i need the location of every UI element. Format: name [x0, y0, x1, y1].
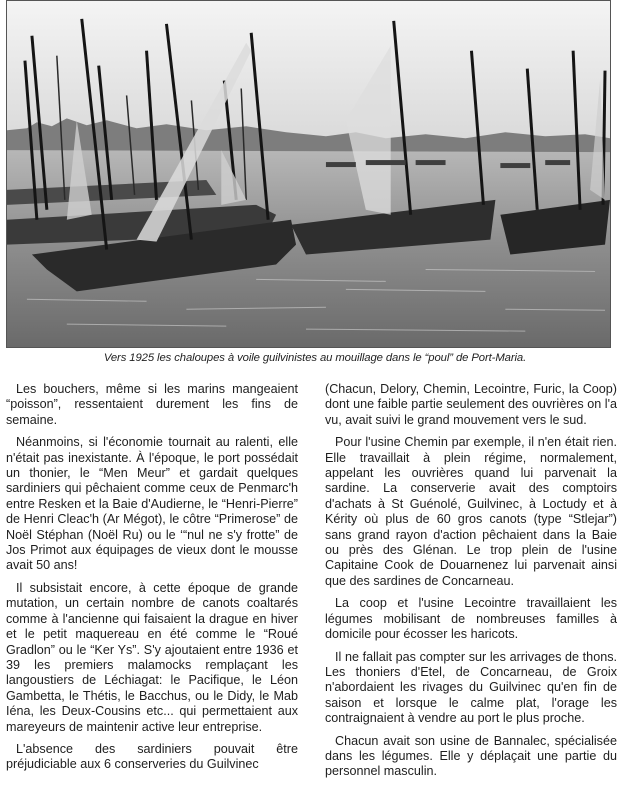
paragraph: Les bouchers, même si les marins mangeaient “poisson”, ressentaient durement les fins de semaine.: [6, 382, 298, 427]
sailboats-photo-illustration: [7, 1, 610, 347]
paragraph: Il ne fallait pas compter sur les arrivages de thons. Les thoniers d'Etel, de Concarneau, de Groix n'abordaient les rivages du Guilvinec qu'en fin de saison et lorsque le calme plat, l'orage les contraignaient à vendre au port le plus proche.: [325, 649, 617, 726]
paragraph: L'absence des sardiniers pouvait être préjudiciable aux 6 conserveries du Guilvinec: [6, 741, 298, 772]
paragraph: Néanmoins, si l'économie tournait au ralenti, elle n'était pas inexistante. À l'époque, le port possédait un thonier, le “Men Meur” et gardait quelques sardiniers qui pêchaient comme ceux de Penmarc'h entre Resken et la Baie d'Audierne, le “Henri-Pierre” de Henri Cleac'h (Ar Mégot), le côtre “Primerose” de Noël Stéphan (Noël Ru) ou le ‘“nul ne s'y frotte” de Jos Primot aux équipages de vieux dont le mousse avait 50 ans!: [6, 435, 298, 573]
harbour-photo: [6, 0, 611, 348]
paragraph: Pour l'usine Chemin par exemple, il n'en était rien. Elle travaillait à plein régime, normalement, appelant les ouvrières quand lui parvenait la sardine. La conserverie avait des comptoirs d'achats à St Guénolé, Guilvinec, à Loctudy et à Kérity où plus de 60 gros canots (type “Stlejar”) sans grand rayon d'action pêchaient dans la Baie ou près des Glénan. Le trop plein de l'usine Capitaine Cook de Douarnenez lui parvenait ainsi que des sardines de Concarneau.: [325, 435, 617, 588]
paragraph: Il subsistait encore, à cette époque de grande mutation, un certain nombre de canots coaltarés comme à l'ancienne qui faisaient la drague en hiver et le petit maquereau en été comme le “Roué Gradlon” ou le “Ker Ys”. S'y ajoutaient entre 1936 et 39 les premiers malamocks remplaçant les langoustiers de Léchiagat: le Pacifique, le Léon Gambetta, le Thétis, le Bacchus, ou le Didy, le Mab Iéna, les Deux-Cousins etc... qui permettaient aux mareyeurs de maintenir active leur entreprise.: [6, 580, 298, 734]
paragraph: Chacun avait son usine de Bannalec, spécialisée dans les légumes. Elle y déplaçait une partie du personnel masculin.: [325, 733, 617, 779]
text-column-left: [6, 382, 298, 780]
paragraph-continuation: (Chacun, Delory, Chemin, Lecointre, Furic, la Coop) dont une faible partie seulement des ouvrières on l'a vu, avait suivi le grand mouvement vers le sud.: [325, 382, 617, 427]
photo-caption: Vers 1925 les chaloupes à voile guilvinistes au mouillage dans le “poul” de Port-Maria.: [103, 352, 527, 364]
text-column-right: [325, 382, 617, 787]
paragraph: La coop et l'usine Lecointre travaillaient les légumes mobilisant de nombreuses familles à domicile pour écosser les haricots.: [325, 596, 617, 642]
